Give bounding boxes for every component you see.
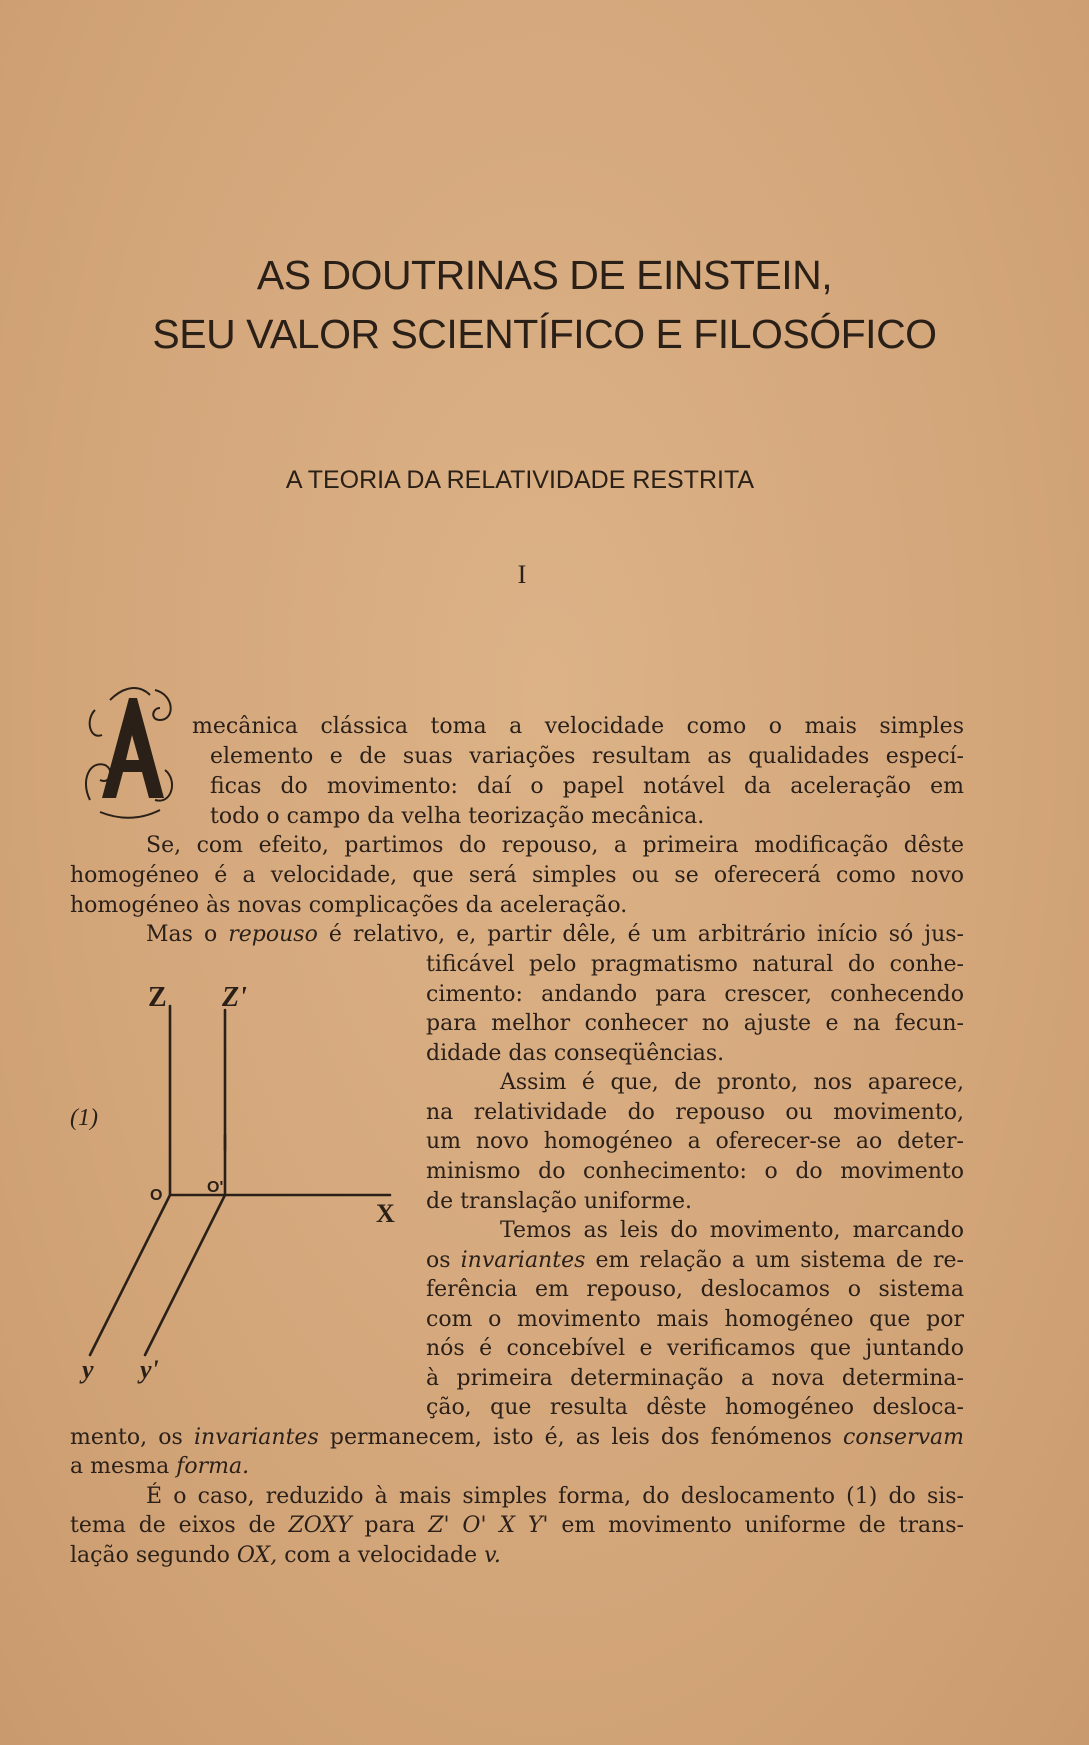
text-line: homogéneo é a velocidade, que será simples ou se oferecerá como novo [70, 863, 964, 888]
text-line: didade das conseqüências. [426, 1041, 725, 1066]
text-line: cimento: andando para crescer, conhecendo [426, 982, 964, 1007]
text-line: elemento e de suas variações resultam as qualidades especí- [210, 744, 964, 769]
text-line: com o movimento mais homogéneo que por [426, 1307, 964, 1332]
text-line: É o caso, reduzido à mais simples forma, do deslocamento (1) do sis- [146, 1484, 964, 1509]
text-line: tificável pelo pragmatismo natural do conhe- [426, 952, 964, 977]
text-line: um novo homogéneo a oferecer-se ao deter- [426, 1129, 964, 1154]
text-line: ção, que resulta dêste homogéneo desloca- [426, 1395, 964, 1420]
subtitle: A TEORIA DA RELATIVIDADE RESTRITA [285, 466, 755, 494]
drop-cap-ornament-icon [80, 680, 178, 820]
z-prime-label: Z' [222, 982, 247, 1013]
text-line: Mas o repouso é relativo, e, partir dêle, é um arbitrário início só jus- [146, 922, 964, 947]
text-line: homogéneo às novas complicações da aceleração. [70, 893, 628, 918]
text-line: todo o campo da velha teorização mecânica. [210, 804, 705, 829]
text-line: na relatividade do repouso ou movimento, [426, 1100, 964, 1125]
text-line: os invariantes em relação a um sistema de re- [426, 1248, 964, 1273]
text-line: para melhor conhecer no ajuste e na fecun- [426, 1011, 964, 1036]
text-line: Assim é que, de pronto, nos aparece, [500, 1070, 964, 1095]
text-line: de translação uniforme. [426, 1189, 693, 1214]
text-line: a mesma forma. [70, 1454, 250, 1479]
z-label: Z [148, 982, 167, 1013]
text-line: lação segundo OX, com a velocidade v. [70, 1543, 501, 1568]
axes-figure [60, 960, 410, 1400]
figure-label: (1) [70, 1105, 98, 1131]
o-prime-label: O' [207, 1179, 224, 1196]
drop-cap [80, 680, 178, 820]
x-label: X [376, 1199, 395, 1228]
o-label: O [150, 1187, 163, 1204]
text-line: ficas do movimento: daí o papel notável da aceleração em [210, 774, 964, 799]
text-line: tema de eixos de ZOXY para Z' O' X Y' em movimento uniforme de trans- [70, 1513, 964, 1538]
title-line-2: SEU VALOR SCIENTÍFICO E FILOSÓFICO [152, 311, 937, 357]
text-line: nós é concebível e verificamos que juntando [426, 1336, 964, 1361]
y-prime-label: y' [140, 1355, 159, 1384]
y-label: y [82, 1355, 94, 1384]
text-line: Se, com efeito, partimos do repouso, a primeira modificação dêste [146, 833, 964, 858]
text-line: à primeira determinação a nova determina- [426, 1366, 964, 1391]
title-line-1: AS DOUTRINAS DE EINSTEIN, [256, 252, 833, 298]
text-line: ferência em repouso, deslocamos o sistema [426, 1277, 964, 1302]
text-line: Temos as leis do movimento, marcando [500, 1218, 964, 1243]
section-number: I [517, 560, 527, 589]
text-line: mecânica clássica toma a velocidade como o mais simples [192, 714, 964, 739]
text-line: minismo do conhecimento: o do movimento [426, 1159, 964, 1184]
text-line: mento, os invariantes permanecem, isto é, as leis dos fenómenos conservam [70, 1425, 964, 1450]
